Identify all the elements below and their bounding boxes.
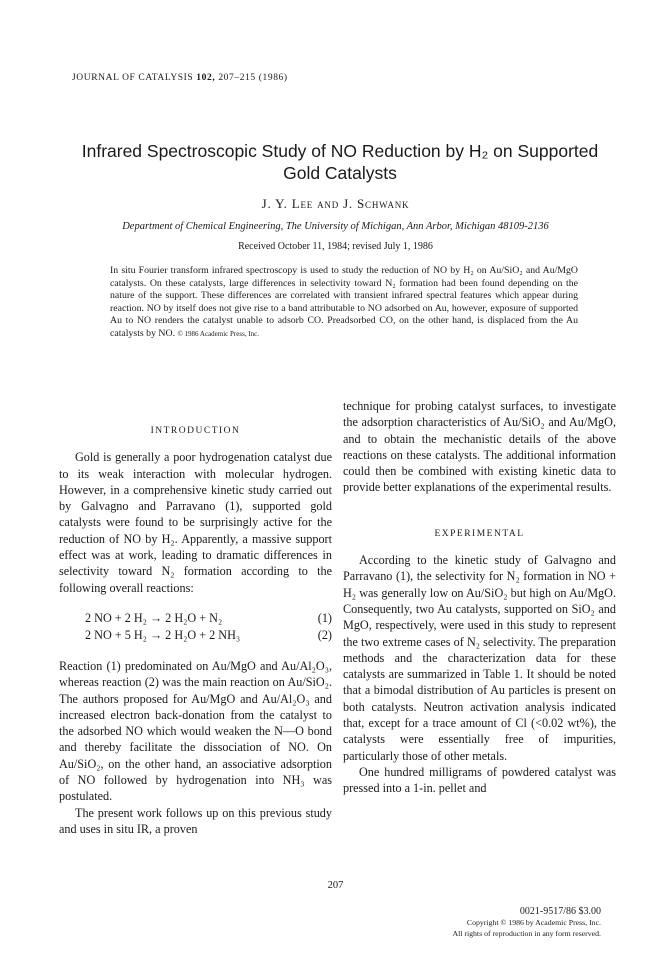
abstract-text: In situ Fourier transform infrared spectroscopy is used to study the reduction of NO by H₂ on Au/SiO₂ and Au/MgO catalysts. On these catalysts, large differences in selectivity toward N₂ formation had been found depending on the nature of the support. These differences are correlated with transient infrared spectral features which appear during reaction. NO by itself does not give rise to a band attributable to NO adsorbed on Au, however, exposure of supported Au to NO renders the catalyst unable to adsorb CO. Preadsorbed CO, on the other hand, is displaced from the Au catalysts by NO.	[110, 265, 578, 339]
experimental-paragraph-1: According to the kinetic study of Galvagno and Parravano (1), the selectivity for N₂ formation in NO + H₂ was generally low on Au/SiO₂ but high on Au/MgO. Consequently, two Au catalysts, supported on SiO₂ and MgO, respectively, were used in this study to represent the two extreme cases of N₂ selectivity. The preparation methods and the characterization data for these catalysts are summarized in Table 1. It should be noted that a bimodal distribution of Au particles is present on both catalysts. Neutron activation analysis indicated that, except for a trace amount of Cl (<0.02 wt%), the catalysts were essentially free of impurities, particularly those of other metals.	[343, 553, 616, 763]
copyright-line: Copyright © 1986 by Academic Press, Inc.	[466, 918, 601, 927]
journal-name: JOURNAL OF CATALYSIS	[72, 73, 194, 83]
rights-line: All rights of reproduction in any form reserved.	[452, 928, 601, 938]
abstract-copyright: © 1986 Academic Press, Inc.	[177, 329, 260, 338]
equation-expression: 2 NO + 2 H₂ → 2 H₂O + N₂	[85, 610, 223, 625]
equation-number: (2)	[317, 627, 332, 642]
right-column	[343, 398, 616, 797]
equation-number: (1)	[317, 610, 332, 625]
experimental-paragraph-2: One hundred milligrams of powdered catalyst was pressed into a 1-in. pellet and	[343, 764, 616, 796]
authors: J. Y. Lee and J. Schwank	[261, 196, 410, 211]
volume-number: 102,	[196, 73, 216, 83]
intro-paragraph-1: Gold is generally a poor hydrogenation catalyst due to its weak interaction with molecular hydrogen. However, in a comprehensive kinetic study carried out by Galvagno and Parravano (1), supported gold catalysts were found to be surprisingly active for the reduction of NO by H₂. Apparently, a massive support effect was at work, leading to dramatic differences in selectivity toward N₂ formation according to the following overall reactions:	[59, 450, 332, 595]
copyright-footer	[452, 906, 601, 939]
equation-1	[59, 610, 332, 627]
intro-paragraph-continued: technique for probing catalyst surfaces, to investigate the adsorption characteristics of Au/SiO₂ and Au/MgO, and to obtain the mechanistic details of the above reactions on these catalysts. The additional information could then be combined with existing kinetic data to provide better explanations of the experimental results.	[343, 399, 616, 495]
abstract	[110, 265, 578, 341]
article-title	[60, 140, 620, 184]
title-line-1: Infrared Spectroscopic Study of NO Reduction by H₂ on Supported	[81, 141, 599, 161]
left-column	[59, 423, 332, 837]
affiliation: Department of Chemical Engineering, The University of Michigan, Ann Arbor, Michigan 48109-2136	[122, 221, 549, 232]
running-head	[72, 73, 288, 83]
page-number: 207	[327, 880, 344, 891]
intro-paragraph-3: The present work follows up on this previous study and uses in situ IR, a proven	[59, 805, 332, 836]
page-range: 207–215 (1986)	[218, 73, 288, 83]
intro-paragraph-2: Reaction (1) predominated on Au/MgO and Au/Al₂O₃, whereas reaction (2) was the main reaction on Au/SiO₂. The authors proposed for Au/MgO and Au/Al₂O₃ and increased electron back-donation from the catalyst to the adsorbed NO which would weaken the N—O bond and thereby facilitate the dissociation of NO. On Au/SiO₂, on the other hand, an associative adsorption of NO followed by hydrogenation into NH₃ was postulated.	[59, 658, 332, 804]
equation-2	[59, 627, 332, 644]
issn-price: 0021-9517/86 $3.00	[519, 906, 601, 917]
equation-block	[59, 610, 332, 644]
received-dates: Received October 11, 1984; revised July 1, 1986	[238, 241, 433, 252]
title-line-2: Gold Catalysts	[283, 163, 397, 183]
section-heading-introduction: INTRODUCTION	[150, 426, 241, 436]
section-heading-experimental: EXPERIMENTAL	[434, 528, 525, 539]
equation-expression: 2 NO + 5 H₂ → 2 H₂O + 2 NH₃	[85, 627, 241, 642]
